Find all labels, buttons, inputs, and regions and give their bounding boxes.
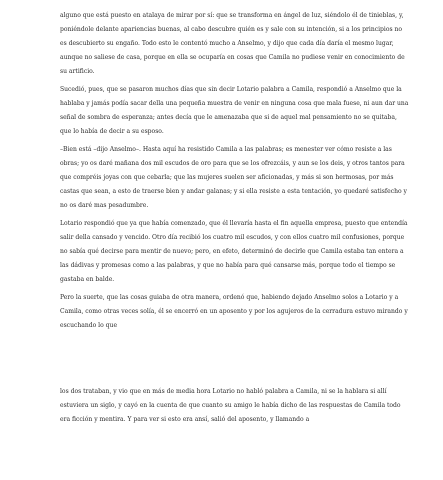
document-page [60, 9, 410, 431]
paragraph: Sucedió, pues, que se pasaron muchos días que sin decir Lotario palabra a Camila, respondió a Anselmo que la hablaba y jamás podía sacar della una pequeña muestra de venir en ninguna cosa que mala fuese, ni aun dar una señal de sombra de esperanza; antes decía que le amenazaba que si de aquel mal pensamiento no se quitaba, que lo había de decir a su esposo. [60, 86, 409, 135]
page-break-gap [60, 337, 410, 385]
paragraph: Pero la suerte, que las cosas guiaba de otra manera, ordenó que, habiendo dejado Anselmo solos a Lotario y a Camila, como otras veces solía, él se encerró en un aposento y por los agujeros de la cerradura estuvo mirando y escuchando lo que [60, 294, 408, 329]
continuation-paragraph: los dos trataban, y vio que en más de media hora Lotario no habló palabra a Camila, ni se la hablara si allí estuviera un siglo, y cayó en la cuenta de que cuanto su amigo le había dicho de las respuestas de Camila todo era ficción y mentira. Y para ver si esto era ansí, salió del aposento, y llamando a [60, 388, 401, 423]
paragraph: –Bien está –dijo Anselmo–. Hasta aquí ha resistido Camila a las palabras; es menester ver cómo resiste a las obras; yo os daré mañana dos mil escudos de oro para que se los ofrezcáis, y aun se los deis, y otros tantos para que compréis joyas con que cebarla; que las mujeres suelen ser aficionadas, y más si son hermosas, por más castas que sean, a esto de traerse bien y andar galanas; y si ella resiste a esta tentación, yo quedaré satisfecho y no os daré mas pesadumbre. [60, 146, 407, 209]
paragraph: Lotario respondió que ya que había comenzado, que él llevaría hasta el fin aquella empresa, puesto que entendía salir della cansado y vencido. Otro día recibió los cuatro mil escudos, y con ellos cuatro mil confusiones, porque no sabía qué decirse para mentir de nuevo; pero, en efeto, determinó de decirle que Camila estaba tan entera a las dádivas y promesas como a las palabras, y que no había para qué cansarse más, porque todo el tiempo se gastaba en balde. [60, 220, 408, 283]
paragraph: alguno que está puesto en atalaya de mirar por sí: que se transforma en ángel de luz, siéndolo él de tinieblas, y, poniéndole delante apariencias buenas, al cabo descubre quién es y sale con su intención, si a los principios no es descubierto su engaño. Todo esto le contentó mucho a Anselmo, y dijo que cada día daría el mesmo lugar, aunque no saliese de casa, porque en ella se ocuparía en cosas que Camila no pudiese venir en conocimiento de su artificio. [60, 12, 405, 75]
